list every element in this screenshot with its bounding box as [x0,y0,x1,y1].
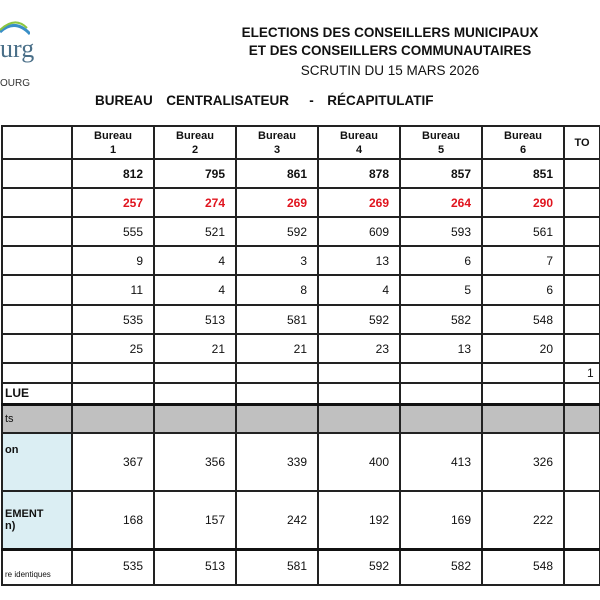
cell-value: 513 [154,549,236,585]
cell-value [482,383,564,404]
cell-value: 264 [400,188,482,217]
cell-value: 795 [154,159,236,188]
cell-value [72,363,154,383]
column-header: Bureau 5 [400,126,482,159]
cell-value [400,404,482,433]
table-row [2,305,600,334]
cell-value: 4 [318,275,400,305]
cell-value [154,383,236,404]
cell-value [564,275,600,305]
cell-value: 168 [72,491,154,549]
cell-value [236,383,318,404]
cell-value: 9 [72,246,154,275]
cell-value: 23 [318,334,400,363]
cell-value [564,491,600,549]
cell-value [564,159,600,188]
cell-value: 367 [72,433,154,491]
cell-value [236,404,318,433]
title-line-1: ELECTIONS DES CONSEILLERS MUNICIPAUX [241,25,539,40]
cell-value: 13 [318,246,400,275]
cell-value: 6 [400,246,482,275]
table-row [2,404,600,433]
cell-value: 857 [400,159,482,188]
cell-value: 581 [236,305,318,334]
cell-value [482,363,564,383]
column-header: Bureau 6 [482,126,564,159]
logo-subtext: OURG [0,78,30,89]
cell-value: 192 [318,491,400,549]
cell-value: 5 [400,275,482,305]
cell-value: 157 [154,491,236,549]
cell-value: 1 [564,363,600,383]
cell-value [564,246,600,275]
cell-value [318,383,400,404]
cell-value [154,404,236,433]
row-label [2,363,72,383]
table-row [2,275,600,305]
row-label: ts [2,404,72,433]
cell-value: 222 [482,491,564,549]
cell-value [400,363,482,383]
cell-value: 582 [400,305,482,334]
row-label [2,334,72,363]
cell-value: 513 [154,305,236,334]
row-label [2,188,72,217]
cell-value: 13 [400,334,482,363]
cell-value: 20 [482,334,564,363]
table-row [2,363,600,383]
cell-value: 274 [154,188,236,217]
cell-value: 339 [236,433,318,491]
cell-value [564,549,600,585]
results-table [1,125,600,586]
cell-value: 535 [72,549,154,585]
column-header: Bureau 4 [318,126,400,159]
row-label [2,275,72,305]
cell-value: 878 [318,159,400,188]
cell-value [400,383,482,404]
cell-value: 269 [318,188,400,217]
column-header: Bureau 1 [72,126,154,159]
cell-value [564,334,600,363]
cell-value: 3 [236,246,318,275]
table-row [2,549,600,585]
table-row [2,246,600,275]
cell-value [564,305,600,334]
cell-value [318,363,400,383]
cell-value [482,404,564,433]
cell-value: 326 [482,433,564,491]
cell-value: 851 [482,159,564,188]
cell-value: 592 [318,305,400,334]
cell-value: 25 [72,334,154,363]
cell-value: 861 [236,159,318,188]
cell-value [564,188,600,217]
cell-value: 4 [154,275,236,305]
cell-value: 593 [400,217,482,246]
row-label [2,159,72,188]
cell-value: 21 [236,334,318,363]
table-row [2,383,600,404]
logo-text: urg [0,34,35,63]
table-row [2,159,600,188]
row-label [2,305,72,334]
cell-value: 581 [236,549,318,585]
cell-value [236,363,318,383]
cell-value: 356 [154,433,236,491]
cell-value: 290 [482,188,564,217]
column-header: Bureau 2 [154,126,236,159]
table-row [2,334,600,363]
row-label: re identiques [2,549,72,585]
cell-value: 242 [236,491,318,549]
cell-value: 555 [72,217,154,246]
cell-value: 6 [482,275,564,305]
cell-value [72,404,154,433]
cell-value: 548 [482,549,564,585]
cell-value [564,404,600,433]
cell-value: 400 [318,433,400,491]
cell-value: 592 [318,549,400,585]
cell-value [564,217,600,246]
table-row [2,217,600,246]
cell-value: 21 [154,334,236,363]
header-label-cell [2,126,72,159]
cell-value: 561 [482,217,564,246]
cell-value: 609 [318,217,400,246]
row-label: on [2,433,72,491]
cell-value [154,363,236,383]
row-label [2,217,72,246]
cell-value: 521 [154,217,236,246]
title-line-2: ET DES CONSEILLERS COMMUNAUTAIRES [248,43,532,58]
cell-value: 548 [482,305,564,334]
cell-value [564,383,600,404]
cell-value: 269 [236,188,318,217]
column-header: Bureau 3 [236,126,318,159]
cell-value [72,383,154,404]
row-label: EMENT n) [2,491,72,549]
cell-value [318,404,400,433]
table-row [2,491,600,549]
cell-value [564,433,600,491]
cell-value: 413 [400,433,482,491]
page-subtitle: BUREAU CENTRALISATEUR - RÉCAPITULATIF [95,93,434,108]
cell-value: 592 [236,217,318,246]
cell-value: 582 [400,549,482,585]
cell-value: 169 [400,491,482,549]
row-label: LUE [2,383,72,404]
row-label [2,246,72,275]
cell-value: 4 [154,246,236,275]
column-header: TO [564,126,600,159]
table-row [2,433,600,491]
cell-value: 11 [72,275,154,305]
cell-value: 7 [482,246,564,275]
cell-value: 812 [72,159,154,188]
cell-value: 8 [236,275,318,305]
table-row [2,188,600,217]
scrutin-date: SCRUTIN DU 15 MARS 2026 [300,63,480,78]
cell-value: 535 [72,305,154,334]
table-header-row [2,126,600,159]
cell-value: 257 [72,188,154,217]
